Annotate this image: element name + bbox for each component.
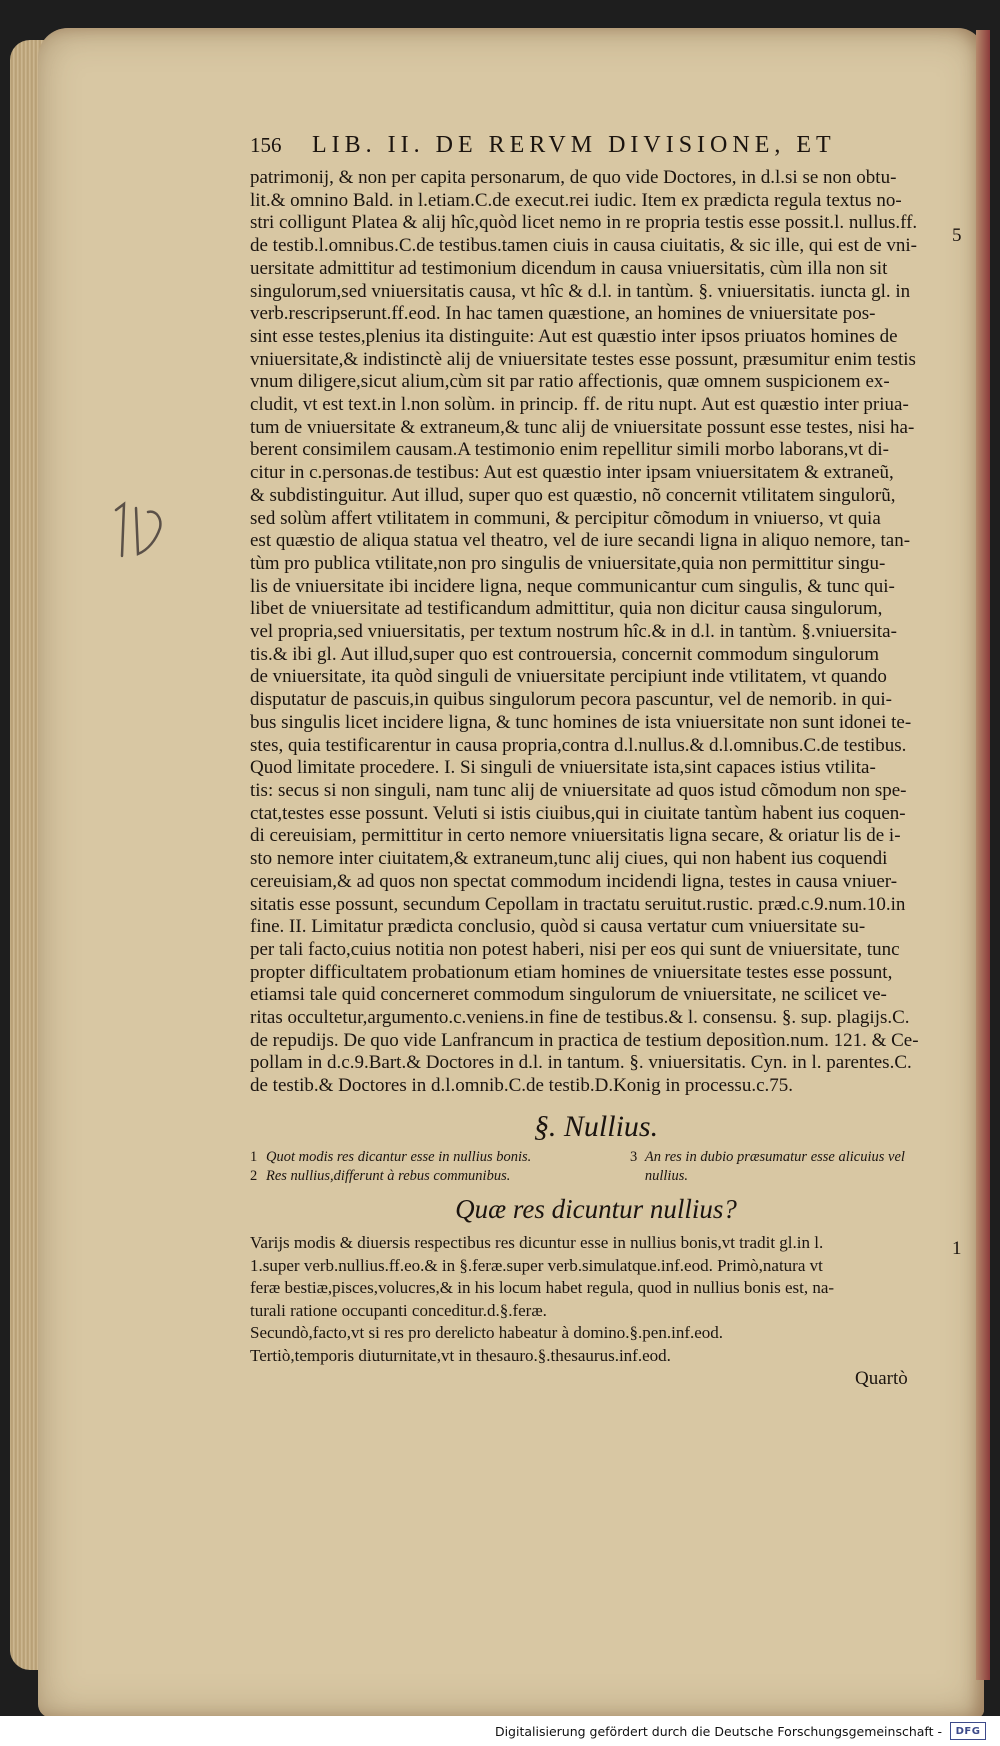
text-line: fine. II. Limitatur prædicta conclusio, quòd si causa vertatur cum vniuersitate su- [250,916,866,938]
text-line: de testib.l.omnibus.C.de testibus.tamen ciuis in causa ciuitatis, & sic ille, qui est de vni- [250,235,918,257]
text-line: bus singulis licet incidere ligna, & tunc homines de ista vniuersitate non sunt idonei te- [250,711,912,733]
text-line: de repudijs. De quo vide Lanfrancum in practica de testium depositìon.num. 121. & Ce- [250,1029,919,1051]
text-line: uersitate admittitur ad testimonium dicendum in causa vniuersitatis, cùm illa non sit [250,257,888,279]
summary-item-number: 3 [630,1149,638,1165]
text-line: tùm pro publica vtilitate,non pro singulis de vniuersitate,quia non permittitur singu- [250,552,886,574]
text-line: ritas occultetur,argumento.c.veniens.in fine de testibus.& l. consensu. §. sup. plagijs.C. [250,1007,910,1029]
digitization-footer [0,1716,1000,1746]
text-line: sint esse testes,plenius ita distinguite: Aut est quæstio inter ipsos priuatos homines de [250,325,898,347]
text-line: ctat,testes esse possunt. Veluti si istis ciuibus,qui in ciuitate tantùm habent ius coquen- [250,802,906,824]
text-line: sed solùm affert vtilitatem in communi, & percipitur cõmodum in vniuerso, vt quia [250,507,881,529]
text-line: di cereuisiam, permittitur in certo nemore vniuersitatis ligna secare, & oriatur lis de i- [250,825,901,847]
text-line: stri colligunt Platea & alij hîc,quòd licet nemo in re propria testis esse possit.l. nullus.ff. [250,212,918,234]
text-line: Secundò,facto,vt si res pro derelicto habeatur à domino.§.pen.inf.eod. [250,1323,724,1342]
text-line: de vniuersitate, ita quòd singuli de vniuersitate percipiunt inde vtilitatem, vt quando [250,666,887,688]
summary-item [250,1148,620,1167]
text-line: feræ bestiæ,pisces,volucres,& in his locum habet regula, quod in nullius bonis est, na- [250,1278,835,1297]
summary-item [630,1148,930,1186]
subheading: Quæ res dicuntur nullius? [455,1194,737,1224]
running-head: LIB. II. DE RERVM DIVISIONE, ET [312,132,836,158]
text-line: Quod limitate procedere. I. Si singuli de vniuersitate ista,sint capaces istius vtilita- [250,757,876,779]
main-body-text [250,167,942,1098]
text-line: Varijs modis & diuersis respectibus res dicuntur esse in nullius bonis,vt tradit gl.in l. [250,1233,824,1252]
text-line: est quæstio de aliqua statua vel theatro, vel de iure secandi ligna in aliquo nemore, tan- [250,530,911,552]
text-line: sitatis esse possunt, secundum Cepollam in tractatu seruitut.rustic. præd.c.9.num.10.in [250,893,906,915]
text-line: per tali facto,cuius notitia non potest haberi, nisi per eos qui sunt de vniuersitate, tunc [250,938,900,960]
text-line: berent consimilem causam.A testimonio enim repellitur simili morbo laborans,vt di- [250,439,890,461]
text-line: vnum diligere,sicut alium,cùm sit par ratio affectionis, quæ omnem suspicionem ex- [250,371,890,393]
summary-item [250,1167,620,1186]
text-line: etiamsi tale quid concerneret commodum singulorum de vniuersitate, ne scilicet ve- [250,984,887,1006]
margin-number: 1 [952,1238,962,1259]
text-line: patrimonij, & non per capita personarum, de quo vide Doctores, in d.l.si se non obtu- [250,167,897,188]
text-line: de testib.& Doctores in d.l.omnib.C.de testib.D.Konig in processu.c.75. [250,1075,794,1097]
summary-item-number: 2 [250,1168,258,1184]
text-line: stes, quia testificarentur in causa propria,contra d.l.nullus.& d.l.omnibus.C.de testibus. [250,734,907,756]
text-line: pollam in d.c.9.Bart.& Doctores in d.l. in tantum. §. vniuersitatis. Cyn. in l. parentes.C. [250,1052,912,1074]
footer-text: Digitalisierung gefördert durch die Deutsche Forschungsgemeinschaft - [494,1723,942,1739]
text-line: cludit, vt est text.in l.non solùm. in princip. ff. de ritu nupt. Aut est quæstio inter priua- [250,394,909,416]
text-line: sto nemore inter ciuitatem,& extraneum,tunc alij ciues, qui non habent ius coquendi [250,848,888,870]
text-line: 1.super verb.nullius.ff.eo.& in §.feræ.super verb.simulatque.inf.eod. Primò,natura vt [250,1255,823,1275]
page-edge-right [976,30,990,1680]
catchword: Quartò [855,1368,908,1389]
summary-item-number: 1 [250,1149,258,1165]
text-line: citur in c.personas.de testibus: Aut est quæstio inter ipsam vniuersitatem & extraneũ, [250,462,894,484]
text-line: libet de vniuersitate ad testificandum admittitur, quia non dicitur causa singulorum, [250,598,883,620]
text-line: tum de vniuersitate & extraneum,& tunc alij de vniuersitate possunt esse testes, nisi ha- [250,416,915,438]
summary-item-text: Quot modis res dicantur esse in nullius bonis. [266,1149,532,1165]
page-header [250,132,940,159]
summary-column-right [630,1148,930,1186]
text-line: turali ratione occupanti conceditur.d.§.feræ. [250,1300,547,1320]
handwritten-marginal-note [108,500,174,562]
text-line: propter difficultatem probationum etiam homines de vniuersitate testes esse possunt, [250,961,893,983]
text-line: cereuisiam,& ad quos non spectat commodum incidendi ligna, testes in causa vniuer- [250,870,898,892]
text-line: lit.& omnino Bald. in l.etiam.C.de execut.rei iudic. Item ex prædicta regula textus no- [250,189,902,211]
text-line: vel propria,sed vniuersitatis, per textum nostrum hîc.& in d.l. in tantùm. §.vniuersita- [250,621,897,643]
second-body-text [250,1232,942,1367]
text-line: tis.& ibi gl. Aut illud,super quo est controuersia, concernit commodum singulorum [250,643,880,665]
summary-column-left [250,1148,620,1186]
section-title: §. Nullius. [533,1110,659,1143]
text-line: verb.rescripserunt.ff.eod. In hac tamen quæstione, an homines de vniuersitate pos- [250,303,876,325]
summary-item-text: Res nullius,differunt à rebus communibus. [266,1168,511,1184]
text-line: singulorum,sed vniuersitatis causa, vt hîc & d.l. in tantùm. §. vniuersitatis. iuncta gl. in [250,280,911,302]
text-line: vniuersitate,& indistinctè alij de vniuersitate testes esse possunt, præsumitur enim testis [250,348,916,370]
text-line: tis: secus si non singuli, nam tunc alij de vniuersitate ad quos istud cõmodum non spe- [250,779,907,801]
dfg-logo: DFG [950,1722,986,1740]
text-line: lis de vniuersitate ibi incidere ligna, neque communicantur cum singulis, & tunc qui- [250,575,895,597]
text-line: Tertiò,temporis diuturnitate,vt in thesauro.§.thesaurus.inf.eod. [250,1345,671,1365]
page-number: 156 [250,133,282,157]
summary-item-text: An res in dubio præsumatur esse alicuius vel nullius. [644,1149,905,1184]
text-line: & subdistinguitur. Aut illud, super quo est quæstio, nõ concernit vtilitatem singulorũ, [250,484,896,506]
margin-number: 5 [952,225,962,246]
text-line: disputatur de pascuis,in quibus singulorum pecora pascuntur, vel de nemorib. in qui- [250,689,892,711]
